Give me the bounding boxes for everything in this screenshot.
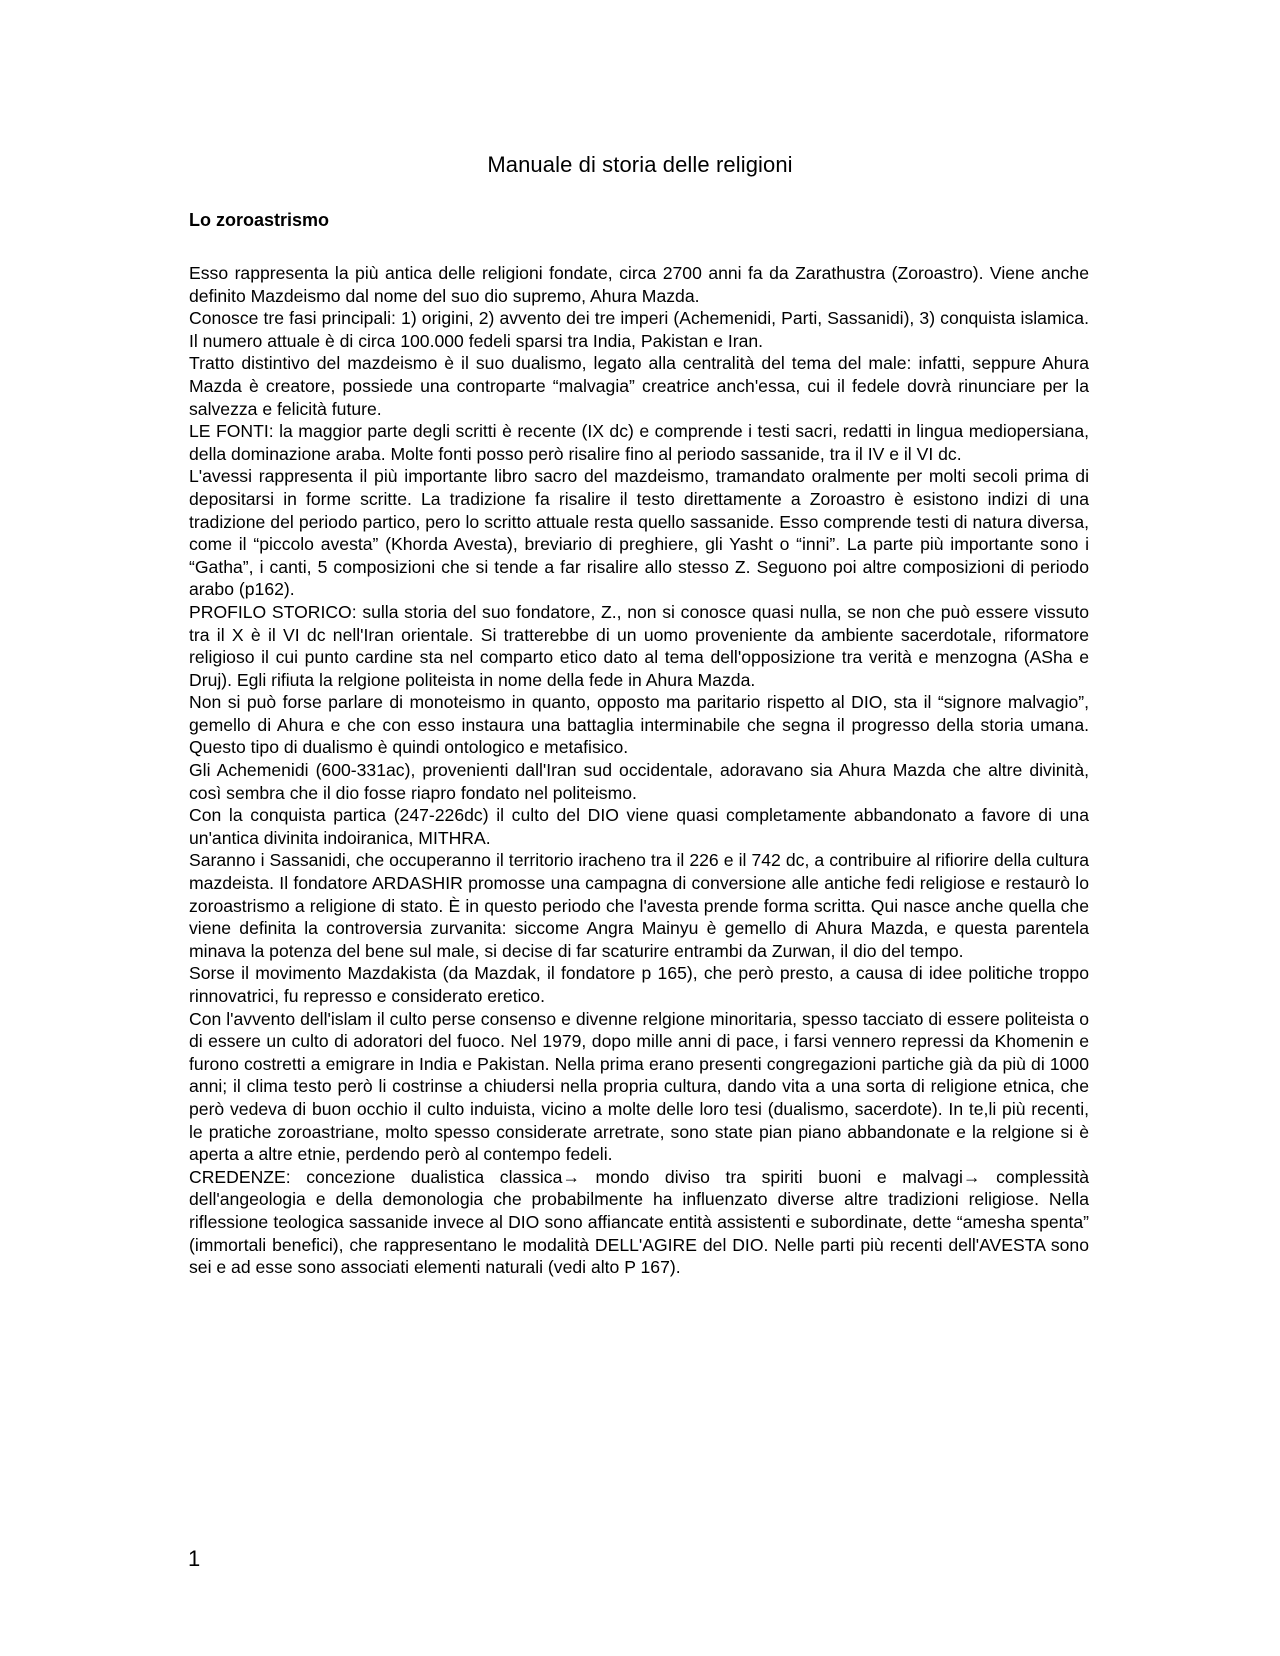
paragraph-beliefs: CREDENZE: concezione dualistica classica→ mondo diviso tra spiriti buoni e malvagi→ complessità dell'angeologia e della demonologia che probabilmente ha influenzato diverse altre tradizioni religiose. Nella riflessione teologica sassanide invece al DIO sono affiancate entità assistenti e subordinate, dette “amesha spenta” (immortali benefici), che rappresentano le modalità DELL'AGIRE del DIO. Nelle parti più recenti dell'AVESTA sono sei e ad esse sono associati elementi naturali (vedi alto P 167). [189, 1166, 1089, 1278]
paragraph-sassanids: Saranno i Sassanidi, che occuperanno il territorio iracheno tra il 226 e il 742 dc, a contribuire al rifiorire della cultura mazdeista. Il fondatore ARDASHIR promosse una campagna di conversione alle antiche fedi religiose e restaurò lo zoroastrismo a religione di stato. È in questo periodo che l'avesta prende forma scritta. Qui nasce anche quella che viene definita la controversia zurvanita: siccome Angra Mainyu è gemello di Ahura Mazda, e questa parentela minava la potenza del bene sul male, si decise di far scaturire entrambi da Zurwan, il dio del tempo. [189, 850, 1089, 961]
paragraph-dualism: Tratto distintivo del mazdeismo è il suo dualismo, legato alla centralità del tema del male: infatti, seppure Ahura Mazda è creatore, possiede una controparte “malvagia” creatrice anch'essa, cui il fedele dovrà rinunciare per la salvezza e felicità future. [189, 353, 1089, 419]
document-title: Manuale di storia delle religioni [487, 152, 793, 177]
body-text [189, 262, 1089, 1279]
page-number: 1 [188, 1546, 201, 1571]
paragraph-mazdakism: Sorse il movimento Mazdakista (da Mazdak, il fondatore p 165), che però presto, a causa di idee politiche troppo rinnovatrici, fu represso e considerato eretico. [189, 963, 1089, 1006]
paragraph-sources: LE FONTI: la maggior parte degli scritti è recente (IX dc) e comprende i testi sacri, redatti in lingua mediopersiana, della dominazione araba. Molte fonti posso però risalire fino al periodo sassanide, tra il IV e il VI dc. [189, 421, 1089, 464]
paragraph-achaemenids: Gli Achemenidi (600-331ac), provenienti dall'Iran sud occidentale, adoravano sia Ahura Mazda che altre divinità, così sembra che il dio fosse riapro fondato nel politeismo. [189, 760, 1089, 803]
paragraph-phases: Conosce tre fasi principali: 1) origini, 2) avvento dei tre imperi (Achemenidi, Parti, Sassanidi), 3) conquista islamica. Il numero attuale è di circa 100.000 fedeli sparsi tra India, Pakistan e Iran. [189, 308, 1089, 351]
section-heading: Lo zoroastrismo [189, 210, 330, 230]
paragraph-intro: Esso rappresenta la più antica delle religioni fondate, circa 2700 anni fa da Zarathustra (Zoroastro). Viene anche definito Mazdeismo dal nome del suo dio supremo, Ahura Mazda. [189, 263, 1089, 306]
paragraph-islam: Con l'avvento dell'islam il culto perse consenso e divenne relgione minoritaria, spesso tacciato di essere politeista o di essere un culto di adoratori del fuoco. Nel 1979, dopo mille anni di pace, i farsi vennero repressi da Khomenin e furono costretti a emigrare in India e Pakistan. Nella prima erano presenti congregazioni partiche già da più di 1000 anni; il clima testo però li costrinse a chiudersi nella propria cultura, dando vita a una sorta di religione etnica, che però vedeva di buon occhio il culto induista, vicino a molte delle loro tesi (dualismo, sacerdote). In te,li più recenti, le pratiche zoroastriane, molto spesso considerate arretrate, sono state pian piano abbandonate e la relgione si è aperta a altre etnie, perdendo però al contempo fedeli. [189, 1008, 1089, 1165]
paragraph-monotheism: Non si può forse parlare di monoteismo in quanto, opposto ma paritario rispetto al DIO, sta il “signore malvagio”, gemello di Ahura e che con esso instaura una battaglia interminabile che segna il progresso della storia umana. Questo tipo di dualismo è quindi ontologico e metafisico. [189, 692, 1089, 758]
paragraph-parthian-conquest: Con la conquista partica (247-226dc) il culto del DIO viene quasi completamente abbandonato a favore di una un'antica divinita indoiranica, MITHRA. [189, 805, 1089, 848]
paragraph-avesta: L'avessi rappresenta il più importante libro sacro del mazdeismo, tramandato oralmente per molti secoli prima di depositarsi in forme scritte. La tradizione fa risalire il testo direttamente a Zoroastro è esistono indizi di una tradizione del periodo partico, pero lo scritto attuale resta quello sassanide. Esso comprende testi di natura diversa, come il “piccolo avesta” (Khorda Avesta), breviario di preghiere, gli Yasht o “inni”. La parte più importante sono i “Gatha”, i canti, 5 composizioni che si tende a far risalire allo stesso Z. Seguono poi altre composizioni di periodo arabo (p162). [189, 466, 1089, 600]
paragraph-historical-profile: PROFILO STORICO: sulla storia del suo fondatore, Z., non si conosce quasi nulla, se non che può essere vissuto tra il X è il VI dc nell'Iran orientale. Si tratterebbe di un uomo proveniente da ambiente sacerdotale, riformatore religioso il cui punto cardine sta nel comparto etico dato al tema dell'opposizione tra verità e menzogna (ASha e Druj). Egli rifiuta la relgione politeista in nome della fede in Ahura Mazda. [189, 601, 1089, 690]
